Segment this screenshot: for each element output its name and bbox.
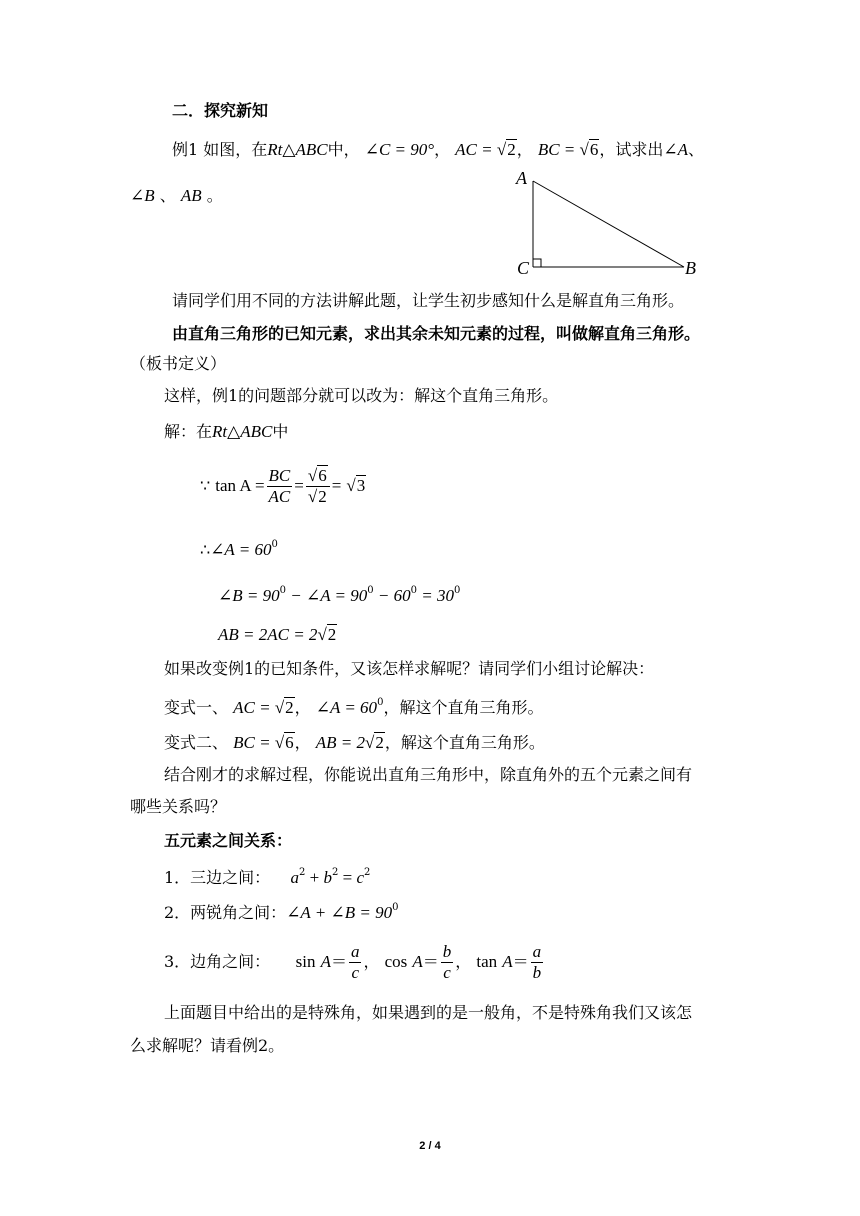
example1-text: ，试求出 [599, 140, 664, 159]
cos-label: cos [384, 952, 408, 971]
equals: = [331, 476, 342, 495]
frac-numerator: BC [268, 466, 291, 485]
variant2-radicand: 6 [285, 733, 294, 752]
equals: ＝ [422, 952, 439, 971]
relation3 [164, 940, 545, 984]
equals: ＝ [512, 952, 529, 971]
fraction-roots: $\frac{√6}{√2}$ [306, 466, 330, 507]
separator: 、 [154, 186, 176, 205]
var-b: b [323, 868, 332, 887]
relation3-label: 3．边角之间： [164, 952, 271, 971]
fraction-a-b [531, 942, 544, 983]
para-general-line1: 上面题目中给出的是特殊角，如果遇到的是一般角，不是特殊角我们又该怎 [164, 1003, 693, 1022]
var-A: A [502, 952, 513, 971]
example1-line2 [130, 185, 223, 207]
variant2-ab: AB = 2 [315, 733, 366, 752]
bc-given: BC = [537, 140, 580, 159]
because-symbol: ∵ [200, 476, 211, 495]
tan-a-label: tan A = [215, 476, 265, 495]
bc-radicand: 6 [589, 140, 599, 159]
relation2 [164, 897, 398, 924]
angle-sum: ∠A + ∠B = 90 [286, 903, 393, 922]
therefore-symbol: ∴ [200, 540, 211, 559]
sin-label: sin [295, 952, 316, 971]
degree-mark: 0 [392, 902, 399, 913]
side-ab [533, 181, 684, 267]
ab-ask: AB [180, 186, 202, 205]
triangle-name: Rt△ABC [212, 422, 273, 441]
right-angle-mark [533, 259, 541, 267]
variant1: 变式一、 AC = √2， ∠A = $60^0$，解这个直角三角形。 [164, 697, 544, 717]
frac-denominator: c [443, 963, 451, 982]
angle-b-ask: ∠B [130, 186, 155, 205]
angle-b-part: − 60 [373, 586, 411, 605]
separator: ， [294, 733, 311, 752]
radicand-6: 6 [318, 466, 327, 485]
var-A: A [412, 952, 423, 971]
variant2-tail: ，解这个直角三角形。 [384, 733, 545, 752]
triangle-name: Rt△ABC [267, 140, 328, 159]
degree-mark: 0 [453, 585, 461, 596]
relation1-label: 1．三边之间： [164, 868, 271, 887]
solution-text: 解：在 [164, 422, 213, 441]
degree-mark: 0 [279, 585, 286, 596]
angle-c-given: ∠C = 90° [364, 140, 435, 159]
variant1-tail: ，解这个直角三角形。 [383, 698, 544, 717]
equals: ＝ [330, 952, 347, 971]
variant2-bc: BC = [233, 733, 275, 752]
fraction-a-c [349, 942, 362, 983]
variant1-radicand: 2 [285, 698, 294, 717]
frac-numerator: a [350, 942, 360, 961]
degree-mark: 0 [271, 539, 278, 550]
para-variation-intro: 如果改变例1的已知条件，又该怎样求解呢？请同学们小组讨论解决： [164, 659, 655, 678]
angle-b-part: ∠B = 90 [218, 586, 280, 605]
separator: ， [434, 140, 451, 159]
angle-a-value: ∠A = 60 [210, 540, 272, 559]
var-a: a [290, 868, 300, 887]
relation2-label: 2．两锐角之间： [164, 903, 287, 922]
separator: ， [455, 952, 472, 971]
section-heading: 二．探究新知 [172, 101, 269, 120]
variant2-label: 变式二、 [164, 733, 229, 752]
para-methods: 请同学们用不同的方法讲解此题，让学生初步感知什么是解直角三角形。 [172, 291, 685, 310]
para-relation-line2: 哪些关系吗？ [130, 797, 227, 816]
frac-denominator: AC [268, 487, 291, 506]
frac-numerator: b [442, 942, 452, 961]
var-A: A [320, 952, 331, 971]
tan-equation: ∵ tan A = $\frac{BC}{AC}$ = $\frac{√6}{√2}$ = √3 [200, 466, 366, 506]
solution-intro [164, 421, 288, 443]
ac-radicand: 2 [507, 140, 516, 159]
radicand-3: 3 [356, 476, 366, 495]
vertex-c-label: C [517, 258, 530, 278]
plus: + [305, 868, 324, 887]
degree-mark: 0 [410, 585, 417, 596]
separator: ， [363, 952, 380, 971]
frac-denominator: c [351, 963, 359, 982]
exponent: 2 [299, 867, 306, 878]
para-relation-line1: 结合刚才的求解过程，你能说出直角三角形中，除直角外的五个元素之间有 [164, 765, 693, 784]
angle-b-part: = 30 [416, 586, 454, 605]
definition: 由直角三角形的已知元素，求出其余未知元素的过程，叫做解直角三角形。 [172, 324, 701, 343]
frac-denominator: b [532, 963, 542, 982]
separator: 。 [201, 186, 223, 205]
radicand-2: 2 [318, 487, 327, 506]
para-general-line2: 么求解呢？请看例2。 [130, 1036, 285, 1055]
example1-label: 例1 [172, 140, 199, 159]
tan-label: tan [476, 952, 498, 971]
angle-a-result [200, 534, 278, 561]
equals: = [338, 868, 357, 887]
separator: ， [516, 140, 533, 159]
board-note: （板书定义） [130, 354, 227, 373]
angle-a-ask: ∠A [663, 140, 689, 159]
variant1-ac: AC = [233, 698, 275, 717]
triangle-figure [512, 166, 712, 281]
angle-b-result [218, 580, 460, 607]
ab-result: AB = 2AC = 2√2 [218, 625, 337, 644]
ac-given: AC = [455, 140, 497, 159]
para-restate: 这样，例1的问题部分就可以改为：解这个直角三角形。 [164, 386, 559, 405]
ab-value: AB = 2AC = 2 [218, 625, 318, 644]
ab-radicand: 2 [327, 625, 337, 644]
relation1 [164, 862, 370, 889]
vertex-a-label: A [516, 168, 527, 188]
example1-text: 如图，在 [203, 140, 268, 159]
separator: 、 [688, 140, 705, 159]
variant2: 变式二、 BC = √6， AB = 2√2，解这个直角三角形。 [164, 733, 545, 752]
degree-mark: 0 [377, 697, 384, 708]
exponent: 2 [364, 867, 371, 878]
exponent: 2 [332, 867, 339, 878]
fraction-b-c [441, 942, 454, 983]
variant2-radicand-2: 2 [375, 733, 384, 752]
fraction-bc-ac [267, 466, 293, 507]
degree-mark: 0 [367, 585, 374, 596]
vertex-b-label: B [685, 258, 696, 278]
example1-line1: 例1 如图，在Rt△ABC中， ∠C = 90°， AC = √2， BC = √6，试求出∠A、 [172, 140, 705, 159]
angle-b-part: − ∠A = 90 [285, 586, 368, 605]
variant1-label: 变式一、 [164, 698, 229, 717]
relations-heading: 五元素之间关系： [164, 831, 293, 850]
frac-numerator: a [532, 942, 542, 961]
var-c: c [356, 868, 365, 887]
example1-text: 中， [327, 140, 360, 159]
variant1-angle: ∠A = 60 [315, 698, 378, 717]
equals: = [294, 476, 304, 495]
solution-text: 中 [272, 422, 289, 441]
page-number: 2 / 4 [419, 1140, 441, 1152]
separator: ， [294, 698, 311, 717]
